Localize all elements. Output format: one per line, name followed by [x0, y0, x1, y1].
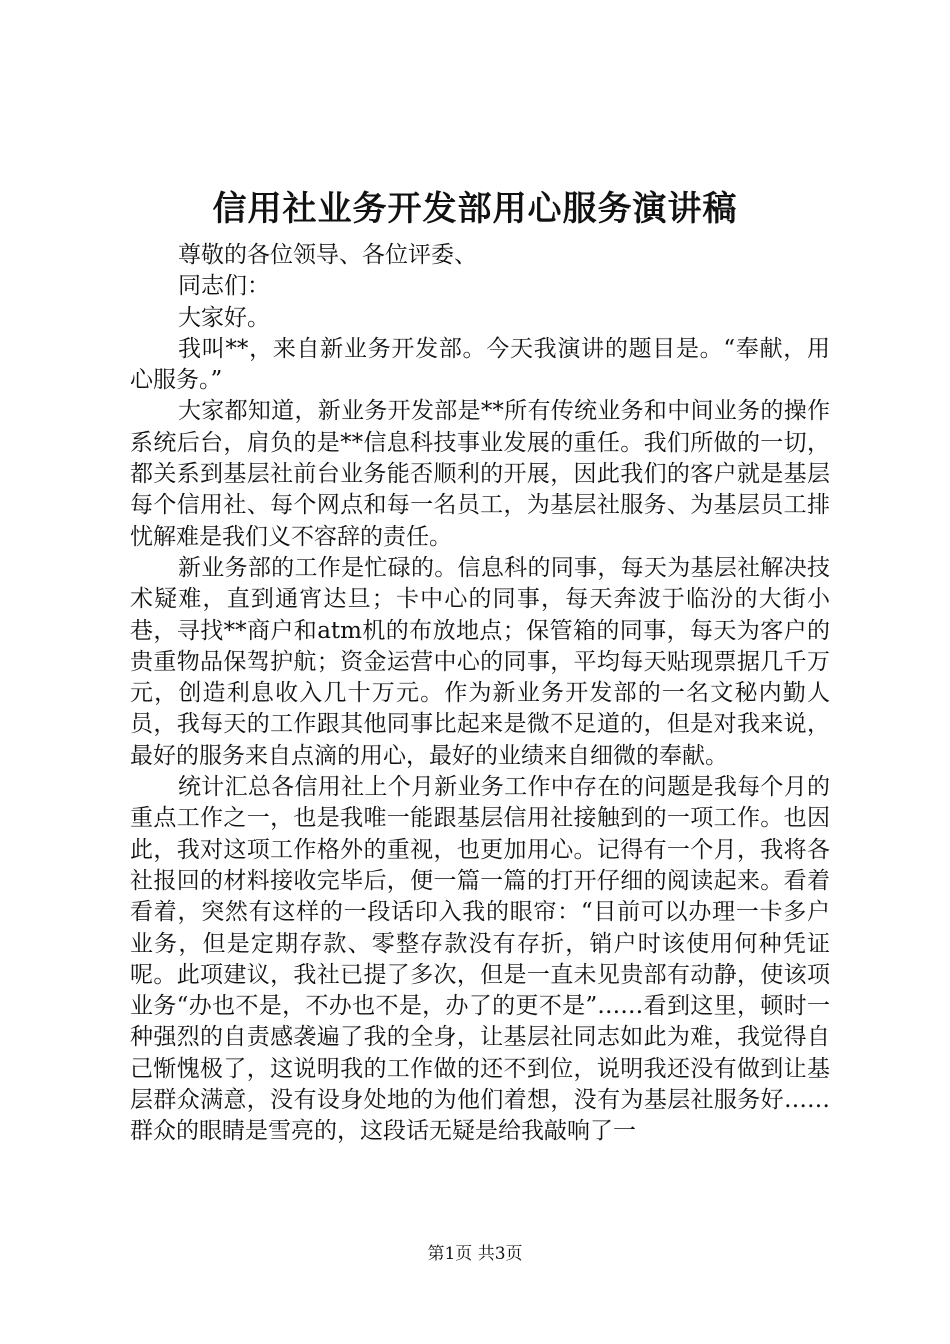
paragraph-greeting: 大家好。 [178, 304, 270, 331]
page-number-footer: 第1页 共3页 [427, 1244, 523, 1264]
paragraph-salutation: 尊敬的各位领导、各位评委、 [178, 242, 477, 268]
document-title: 信用社业务开发部用心服务演讲稿 [212, 189, 738, 229]
paragraph-daily-work: 新业务部的工作是忙碌的。信息科的同事，每天为基层社解决技术疑难，直到通宵达旦；卡中心的同事，每天奔波于临汾的大街小巷，寻找**商户和atm机的布放地点；保管箱的同事，每天为客户的贵重物品保驾护航；资金运营中心的同事，平均每天贴现票据几千万元，创造利息收入几十万元。作为新业务开发部的一名文秘内勤人员，我每天的工作跟其他同事比起来是微不足道的，但是对我来说，最好的服务来自点滴的用心，最好的业绩来自细微的奉献。 [130, 554, 830, 769]
paragraph-statistics-work: 统计汇总各信用社上个月新业务工作中存在的问题是我每个月的重点工作之一，也是我唯一能跟基层信用社接触到的一项工作。也因此，我对这项工作格外的重视，也更加用心。记得有一个月，我将各社报回的材料接收完毕后，便一篇一篇的打开仔细的阅读起来。看着看着，突然有这样的一段话印入我的眼帘：“目前可以办理一卡多户业务，但是定期存款、零整存款没有存折，销户时该使用何种凭证呢。此项建议，我社已提了多次，但是一直未见贵部有动静，使该项业务“办也不是，不办也不是，办了的更不是”……看到这里，顿时一种强烈的自责感袭遍了我的全身，让基层社同志如此为难，我觉得自己惭愧极了，这说明我的工作做的还不到位，说明我还没有做到让基层群众满意，没有设身处地的为他们着想，没有为基层社服务好……群众的眼睛是雪亮的，这段话无疑是给我敲响了一 [130, 774, 830, 1145]
document-body [130, 240, 830, 1148]
paragraph-department-role: 大家都知道，新业务开发部是**所有传统业务和中间业务的操作系统后台，肩负的是**信息科技事业发展的重任。我们所做的一切，都关系到基层社前台业务能否顺利的开展，因此我们的客户就是基层每个信用社、每个网点和每一名员工，为基层社服务、为基层员工排忧解难是我们义不容辞的责任。 [130, 398, 830, 550]
paragraph-introduction: 我叫**，来自新业务开发部。今天我演讲的题目是。“奉献，用心服务。” [130, 335, 830, 394]
paragraph-comrades: 同志们： [178, 273, 270, 300]
